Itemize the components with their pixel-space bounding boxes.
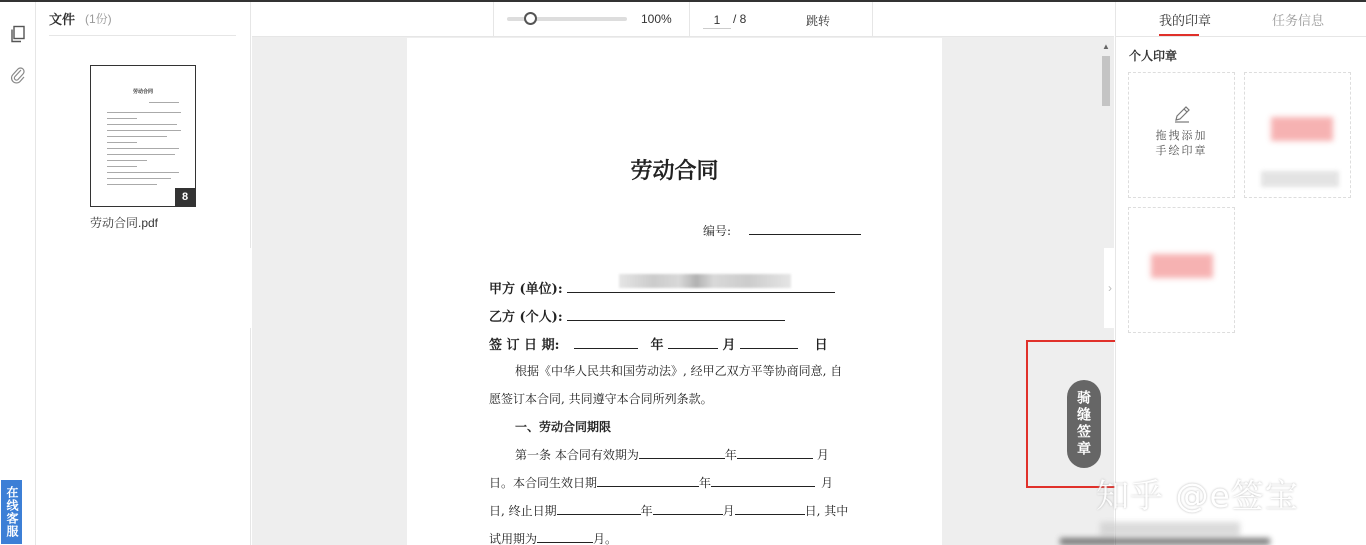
blank: [711, 475, 815, 487]
add-seal-text: [1156, 129, 1208, 159]
thumb-line: [107, 172, 179, 173]
toolbar-divider: [689, 2, 690, 37]
thumb-line: [107, 112, 181, 113]
seal-image: [1271, 117, 1333, 141]
document-viewer: [252, 2, 1114, 545]
document-title: 劳动合同: [630, 159, 719, 184]
tab-task-info[interactable]: 任务信息: [1272, 13, 1325, 28]
scrollbar-thumb[interactable]: [1102, 56, 1110, 106]
watermark: 知乎 @e签宝: [1096, 476, 1299, 515]
thumbnail-title: 劳动合同: [132, 89, 153, 95]
pen-icon: [1171, 103, 1193, 125]
jump-button[interactable]: 跳转: [806, 14, 831, 28]
article-text: 日。本合同生效日期: [489, 476, 598, 490]
section-heading: 一、劳动合同期限: [515, 420, 612, 434]
number-label: 编号:: [703, 224, 732, 238]
thumb-line: [107, 160, 147, 161]
blank: [537, 531, 593, 543]
thumb-line: [107, 178, 171, 179]
paragraph-line: 根据《中华人民共和国劳动法》, 经甲乙双方平等协商同意, 自: [515, 364, 843, 378]
article-text: 月。: [593, 532, 618, 545]
watermark-blur: [1100, 522, 1240, 536]
thumb-line: [107, 136, 167, 137]
party-b-blank: [567, 309, 785, 321]
article-line: [489, 502, 848, 519]
page-number-input[interactable]: [703, 11, 731, 29]
article-line: [489, 530, 617, 545]
zoom-level: 100%: [641, 12, 672, 26]
files-icon[interactable]: [9, 25, 27, 43]
page-count-badge: 8: [175, 188, 195, 206]
article-text: 月: [722, 504, 735, 518]
blank: [597, 475, 699, 487]
blank: [557, 503, 641, 515]
day-label: 日: [814, 338, 828, 353]
watermark-shadow: [1060, 538, 1270, 545]
number-row: [703, 222, 861, 239]
article-text: 试用期为: [489, 532, 538, 545]
article-text: 年: [699, 476, 712, 490]
file-thumbnail[interactable]: [90, 65, 196, 207]
seal-card[interactable]: [1244, 72, 1351, 198]
seal-panel-tabs: [1116, 2, 1366, 37]
zoom-slider-knob[interactable]: [524, 12, 537, 25]
add-seal-line2: 手绘印章: [1155, 145, 1208, 157]
paragraph-line: 愿签订本合同, 共同遵守本合同所列条款。: [489, 392, 713, 406]
thumb-line: [107, 130, 181, 131]
attachment-icon[interactable]: [9, 66, 27, 84]
article-text: 年: [724, 448, 737, 462]
article-text: 月: [821, 476, 834, 490]
online-service-button[interactable]: 在线客服: [1, 480, 22, 544]
tab-my-seals[interactable]: 我的印章: [1159, 13, 1212, 28]
riding-seal-button[interactable]: 骑缝签章: [1067, 380, 1101, 468]
party-b-label: 乙方 (个人):: [489, 310, 563, 325]
thumb-line: [107, 184, 157, 185]
party-a-label: 甲方 (单位):: [489, 282, 563, 297]
page-total: / 8: [733, 12, 747, 26]
viewer-toolbar: [252, 2, 1114, 37]
add-seal-line1: 拖拽添加: [1155, 130, 1208, 142]
article-line: [515, 446, 829, 463]
month-blank: [668, 337, 718, 349]
thumb-line: [149, 102, 179, 103]
thumb-line: [107, 166, 137, 167]
blank: [653, 503, 723, 515]
article-text: 日, 其中: [804, 504, 849, 518]
seal-image: [1151, 254, 1213, 278]
toolbar-divider: [493, 2, 494, 37]
year-label: 年: [650, 338, 664, 353]
active-tab-indicator: [1159, 34, 1199, 36]
thumb-line: [107, 154, 175, 155]
personal-seals-title: 个人印章: [1129, 49, 1178, 63]
blank: [639, 447, 725, 459]
article-text: 年: [640, 504, 653, 518]
thumb-line: [107, 124, 177, 125]
file-panel: [37, 2, 251, 545]
thumb-line: [107, 148, 179, 149]
article-line: [489, 474, 833, 491]
thumb-line: [107, 118, 137, 119]
left-rail: [0, 2, 36, 545]
thumb-line: [107, 142, 137, 143]
pdf-page: [407, 38, 942, 545]
blank: [737, 447, 813, 459]
article-text: 月: [816, 448, 829, 462]
month-label: 月: [722, 338, 736, 353]
day-blank: [740, 337, 798, 349]
file-panel-title: 文件: [49, 12, 76, 27]
file-name[interactable]: 劳动合同.pdf: [90, 216, 159, 230]
year-blank: [574, 337, 638, 349]
redacted-company: [619, 274, 791, 288]
file-count: (1份): [85, 12, 112, 26]
toolbar-divider: [872, 2, 873, 37]
seal-caption: [1261, 171, 1339, 187]
seal-card[interactable]: [1128, 207, 1235, 333]
seal-panel: [1115, 2, 1366, 545]
number-blank: [749, 223, 861, 235]
add-handwritten-seal-card[interactable]: [1128, 72, 1235, 198]
blank: [735, 503, 805, 515]
article-text: 日, 终止日期: [489, 504, 557, 518]
chevron-right-icon: ›: [1108, 281, 1112, 295]
file-panel-header: [49, 2, 236, 36]
scroll-up-icon[interactable]: ▲: [1102, 42, 1110, 51]
sign-date-label: 签 订 日 期:: [489, 338, 560, 353]
party-b-row: [489, 306, 785, 325]
sign-date-row: [489, 334, 828, 353]
article-text: 第一条 本合同有效期为: [515, 448, 639, 462]
